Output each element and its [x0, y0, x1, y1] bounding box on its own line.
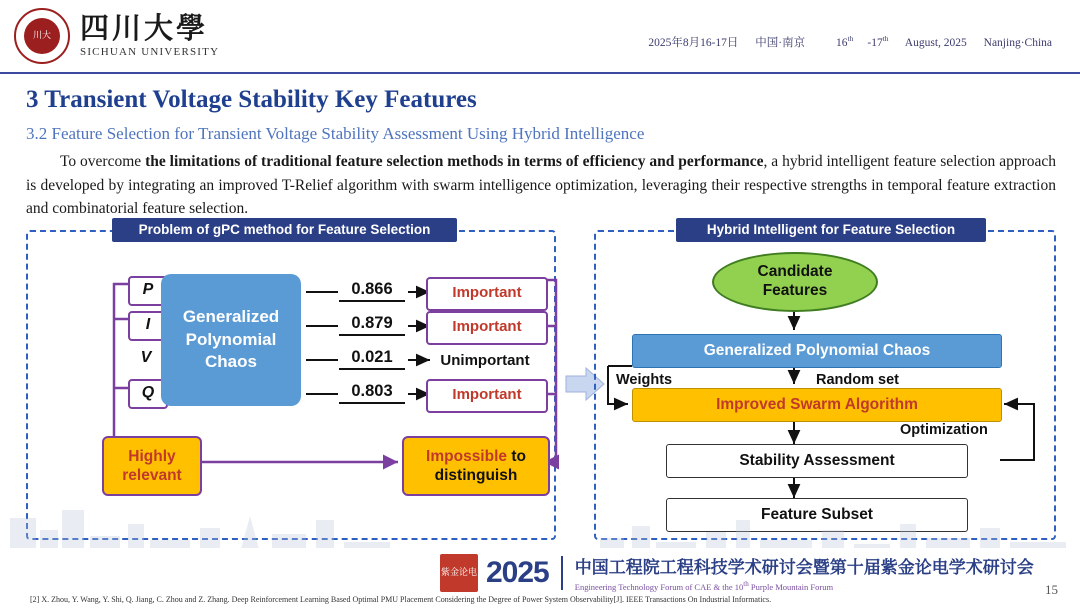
- note-impossible-line2: distinguish: [434, 467, 518, 484]
- score-0: 0.866: [339, 280, 405, 302]
- forum-name-cn: 中国工程院工程科技学术研讨会暨第十届紫金论电学术研讨会: [574, 558, 1034, 578]
- slide-header: [0, 0, 1080, 74]
- page-number: 15: [1045, 582, 1058, 597]
- candidate-line2: Features: [762, 282, 828, 299]
- score-2: 0.021: [339, 348, 405, 370]
- body-bold: the limitations of traditional feature selection methods in terms of efficiency and performance: [145, 153, 764, 170]
- note-impossible-to: to: [507, 447, 526, 465]
- score-1: 0.879: [339, 314, 405, 336]
- candidate-features-node: [712, 252, 878, 312]
- input-box-P: P: [128, 276, 168, 306]
- input-box-Q: Q: [128, 379, 168, 409]
- conference-place-cn: 中国·南京: [755, 37, 806, 49]
- seal-inner-text: 川大: [24, 18, 60, 54]
- forum-logo: [440, 553, 1034, 592]
- forum-year: 2025: [486, 555, 549, 589]
- swarm-node: Improved Swarm Algorithm: [632, 388, 1002, 422]
- result-important-1: Important: [426, 311, 548, 345]
- note-highly-relevant: [102, 436, 202, 496]
- label-random-set: Random set: [816, 372, 899, 388]
- forum-divider: [561, 556, 563, 590]
- stability-assessment-node: Stability Assessment: [666, 444, 968, 478]
- label-optimization: Optimization: [900, 422, 988, 438]
- left-panel-title: Problem of gPC method for Feature Selection: [112, 218, 457, 242]
- conference-date-en: 16th -17th August, 2025: [836, 34, 967, 49]
- candidate-line1: Candidate: [757, 263, 833, 281]
- input-box-I: I: [128, 311, 168, 341]
- body-part-1: To overcome: [60, 153, 146, 170]
- result-important-2: Important: [426, 379, 548, 413]
- slide-footer: [0, 548, 1080, 610]
- forum-name-en: Engineering Technology Forum of CAE & the 10th Purple Mountain Forum: [574, 580, 834, 592]
- conference-info: [634, 34, 1052, 50]
- gpc-core-box: Generalized Polynomial Chaos: [161, 274, 301, 406]
- input-box-V: V: [140, 349, 152, 366]
- conference-date-cn: 2025年8月16-17日: [648, 37, 739, 49]
- note-highly-relevant-line1: Highly: [128, 447, 176, 465]
- note-highly-relevant-line2: relevant: [122, 467, 182, 484]
- result-unimportant: Unimportant: [440, 352, 530, 369]
- page-subtitle: 3.2 Feature Selection for Transient Voltage Stability Assessment Using Hybrid Intelligence: [26, 124, 645, 143]
- note-impossible-distinguish: [402, 436, 550, 496]
- conference-place-en: Nanjing·China: [983, 37, 1052, 49]
- result-important-0: Important: [426, 277, 548, 311]
- score-3: 0.803: [339, 382, 405, 404]
- feature-subset-node: Feature Subset: [666, 498, 968, 532]
- university-name-cn: 四川大學: [80, 12, 209, 45]
- body-part-2: , a hybrid intelligent feature selection approach is developed by integrating an improved T-Relief algorithm with swarm intelligence optimization, leveraging their respective strengths in temporal feature extraction and combinatorial feature selection.: [26, 153, 1057, 218]
- label-weights: Weights: [616, 372, 673, 388]
- body-paragraph: [26, 150, 1056, 221]
- right-panel-title: Hybrid Intelligent for Feature Selection: [676, 218, 986, 242]
- gpc-node: Generalized Polynomial Chaos: [632, 334, 1002, 368]
- university-logo: [14, 8, 219, 64]
- note-impossible-line1: Impossible: [426, 447, 508, 465]
- university-name-en: SICHUAN UNIVERSITY: [80, 46, 220, 59]
- reference-text: [2] X. Zhou, Y. Wang, Y. Shi, Q. Jiang, C. Zhou and Z. Zhang. Deep Reinforcement Learning Based Optimal PMU Placement Considering the Degree of Power System Observability[J]. IEEE Transactions On Industrial Informatics.: [30, 595, 772, 604]
- page-title: 3 Transient Voltage Stability Key Features: [26, 86, 477, 113]
- forum-seal-icon: 紫金论电: [440, 554, 478, 592]
- university-seal-icon: [14, 8, 70, 64]
